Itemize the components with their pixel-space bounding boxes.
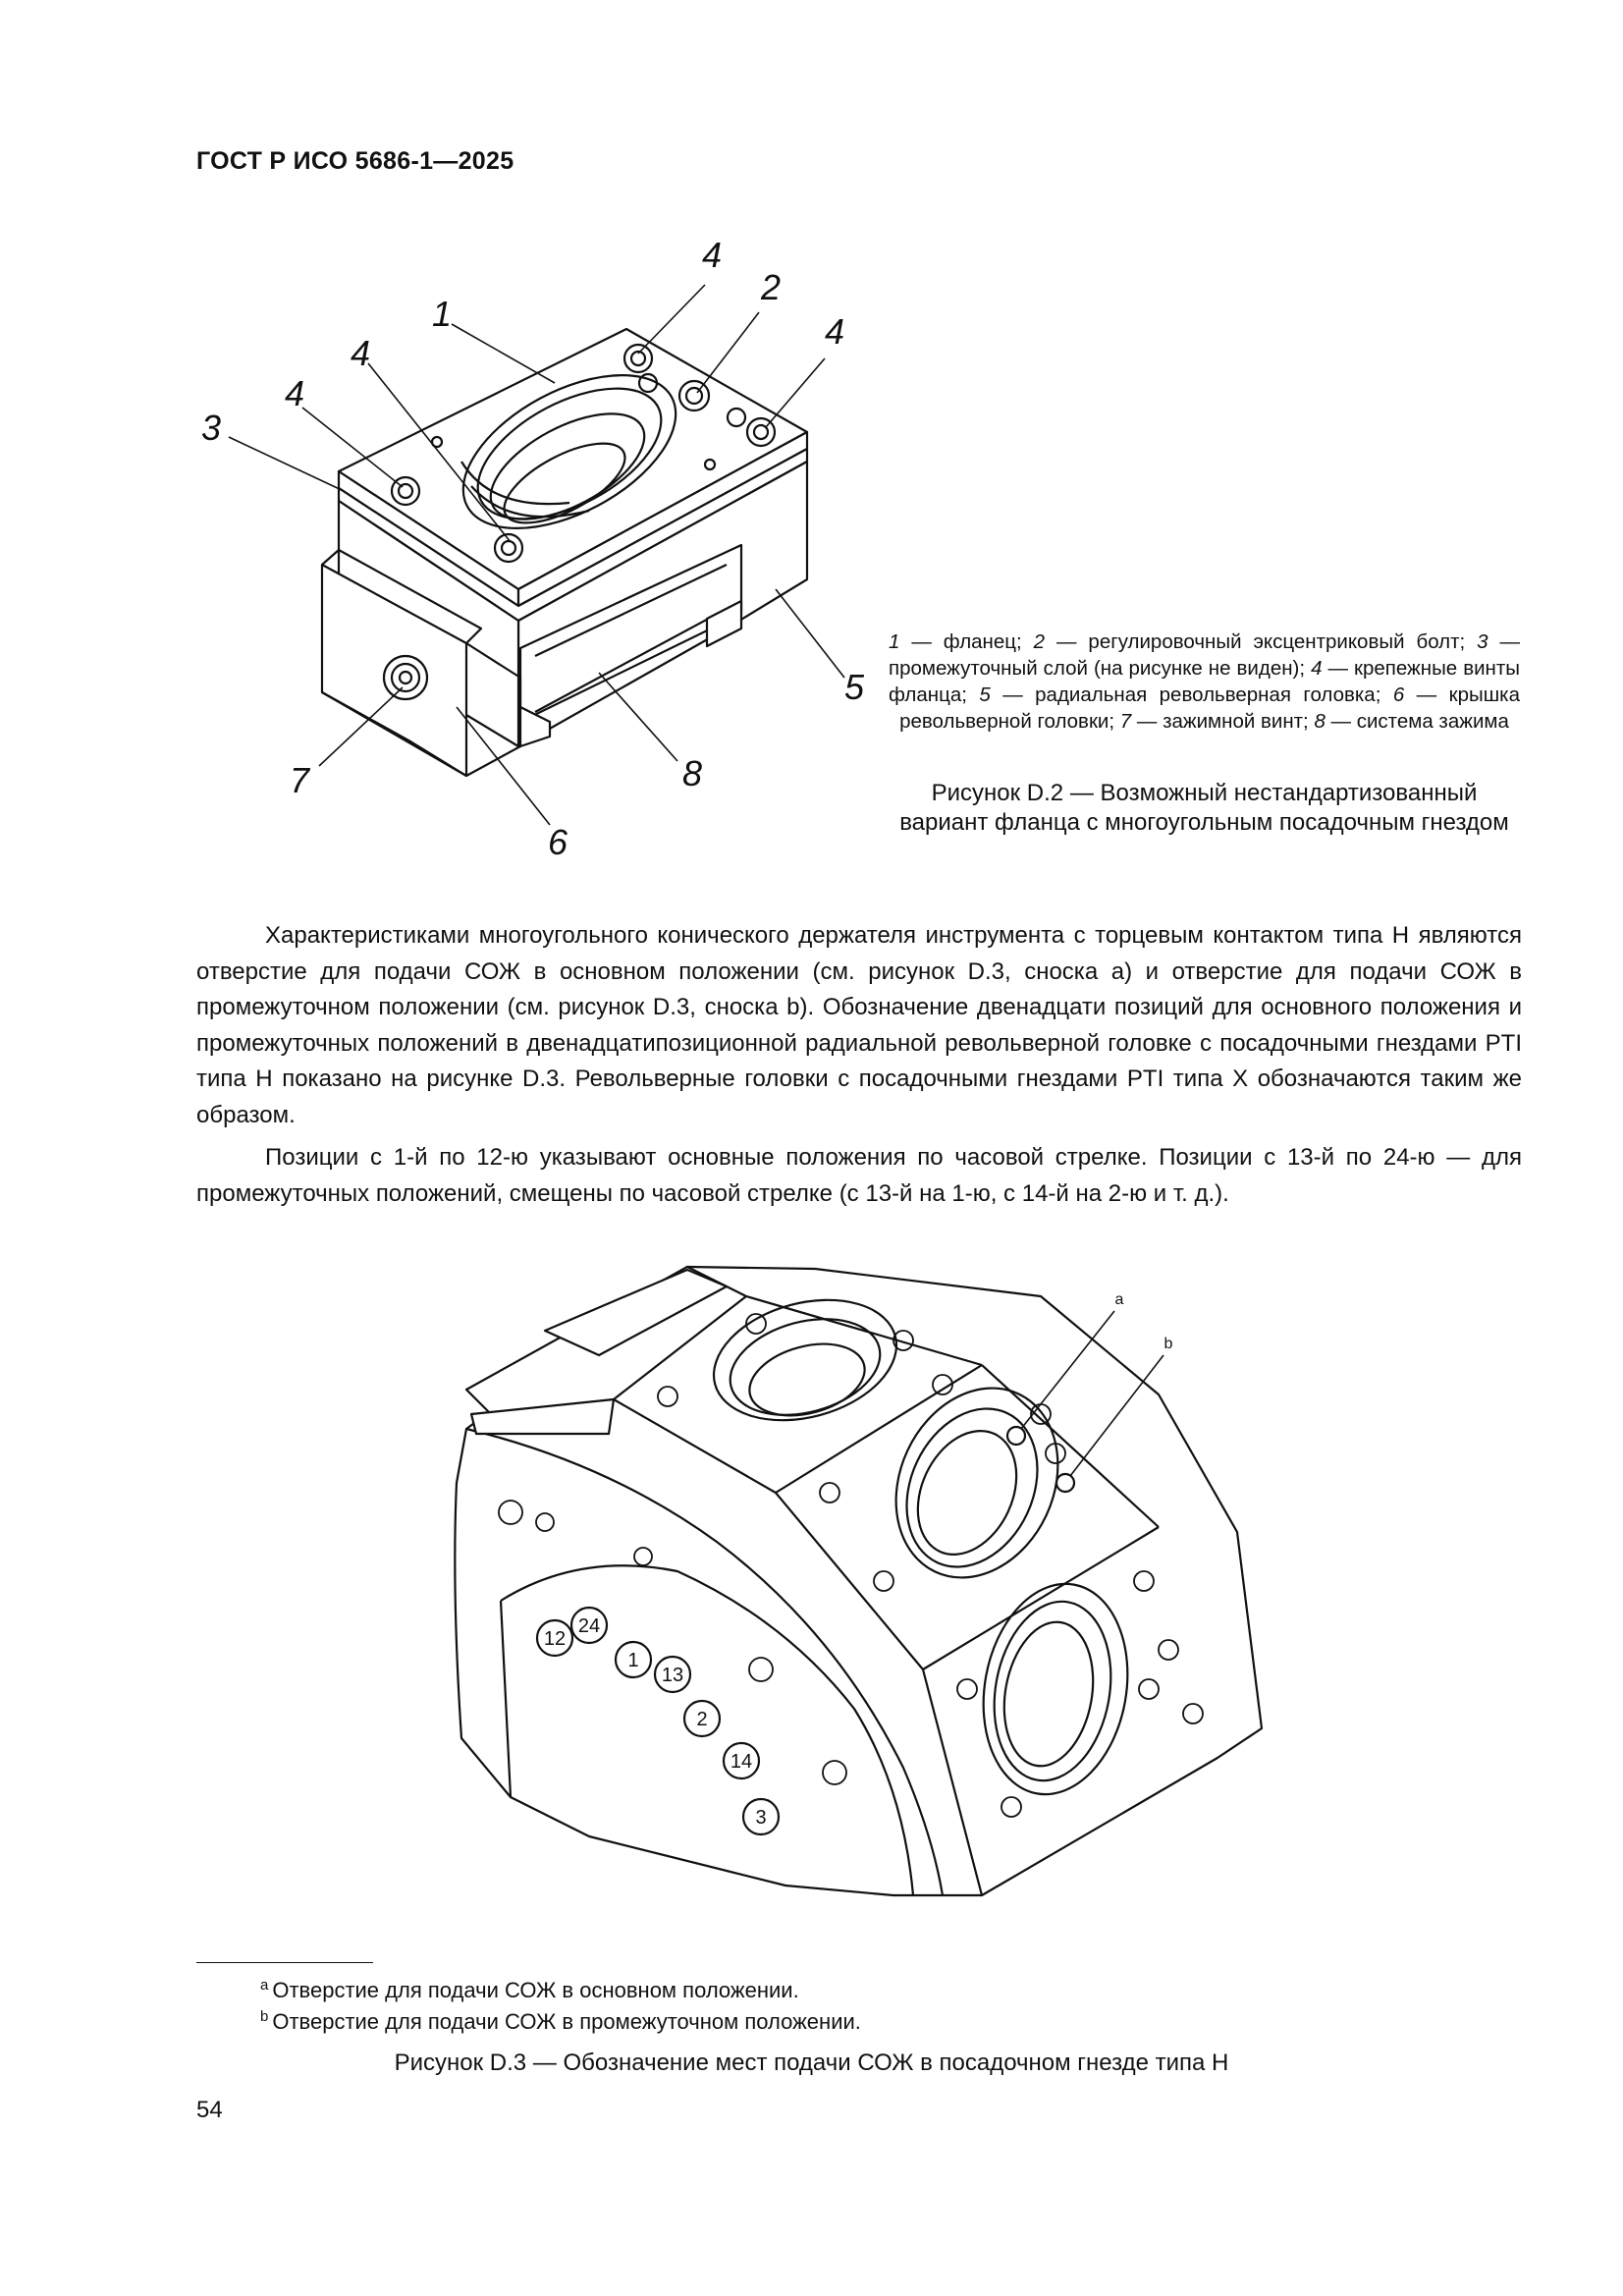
legend-text-3: — промежуточный слой (на рисунке не виден); (889, 630, 1520, 680)
callout-8: 8 (682, 753, 703, 793)
page-number: 54 (196, 2097, 223, 2123)
callout-4-right: 4 (825, 311, 845, 352)
legend-n-4: 4 (1311, 657, 1323, 680)
legend-n-6: 6 (1392, 683, 1405, 706)
legend-n-5: 5 (979, 683, 991, 706)
position-label-2: 2 (696, 1709, 708, 1730)
callout-4-left: 4 (285, 373, 305, 413)
legend-n-8: 8 (1314, 710, 1325, 733)
footnote-a-mark: a (260, 1977, 269, 1994)
position-label-1: 1 (627, 1650, 639, 1671)
figure-d3-drawing (0, 1228, 1623, 1915)
legend-text-5: — радиальная револьверная головка; (990, 683, 1393, 706)
footnote-mark-b: b (1163, 1336, 1173, 1352)
legend-text-8: — система зажима (1325, 710, 1509, 733)
callout-4-top: 4 (702, 235, 723, 275)
footnote-b-mark: b (260, 2008, 269, 2025)
figure-d2-legend (889, 629, 1520, 735)
position-label-24: 24 (577, 1615, 601, 1637)
document-header: ГОСТ Р ИСО 5686-1—2025 (196, 147, 514, 175)
position-label-14: 14 (730, 1751, 753, 1773)
callout-1: 1 (432, 294, 453, 334)
legend-n-3: 3 (1477, 630, 1488, 653)
legend-text-1: — фланец; (899, 630, 1034, 653)
body-text (196, 918, 1522, 1212)
callout-5: 5 (844, 667, 865, 707)
figure-d3-caption: Рисунок D.3 — Обозначение мест подачи СОЖ в посадочном гнезде типа Н (394, 2050, 1229, 2076)
footnote-a-text: Отверстие для подачи СОЖ в основном положении. (272, 1978, 799, 2002)
callout-4-mid: 4 (351, 333, 371, 373)
position-label-13: 13 (661, 1665, 684, 1686)
footnote-b-text: Отверстие для подачи СОЖ в промежуточном положении. (272, 2009, 861, 2034)
legend-text-7: — зажимной винт; (1131, 710, 1315, 733)
callout-6: 6 (548, 822, 568, 862)
figure-d2-drawing (0, 0, 1623, 884)
legend-n-7: 7 (1119, 710, 1132, 733)
paragraph-2: Позиции с 1-й по 12-ю указывают основные положения по часовой стрелке. Позиции с 13-й по 24-ю — для промежуточных положений, смещены по часовой стрелке (с 13-й на 1-ю, с 14-й на 2-ю и т. д.). (196, 1144, 1522, 1207)
position-label-12: 12 (543, 1628, 567, 1650)
legend-n-2: 2 (1033, 630, 1046, 653)
footnote-a (260, 1972, 799, 2004)
legend-n-1: 1 (889, 630, 900, 653)
footnote-mark-a: a (1114, 1291, 1124, 1308)
paragraph-1: Характеристиками многоугольного конического держателя инструмента с торцевым контактом типа Н являются отверстие для подачи СОЖ в основном положении (см. рисунок D.3, сноска а) и отверстие для подачи СОЖ в промежуточном положении (см. рисунок D.3, сноска b). Обозначение двенадцати позиций для основного положения и промежуточных положений в двенадцатипозиционной радиальной револьверной головке с посадочными гнездами PTI типа Н показано на рисунке D.3. Револьверные головки с посадочными гнездами PTI типа Х обозначаются таким же образом. (196, 922, 1522, 1128)
callout-3: 3 (201, 408, 222, 448)
footnote-rule (196, 1962, 373, 1963)
legend-text-4: — крепежные винты фланца; (889, 657, 1520, 706)
legend-text-2: — регулировочный эксцентриковый болт; (1045, 630, 1478, 653)
figure-d2-caption: Рисунок D.2 — Возможный нестандартизованный вариант фланца с многоугольным посадочным гнездом (899, 780, 1509, 836)
callout-7: 7 (290, 760, 310, 800)
footnote-b (260, 2003, 861, 2036)
legend-text-6: — крышка револьверной головки; (899, 683, 1520, 733)
callout-2: 2 (761, 267, 782, 307)
position-label-3: 3 (755, 1807, 767, 1829)
